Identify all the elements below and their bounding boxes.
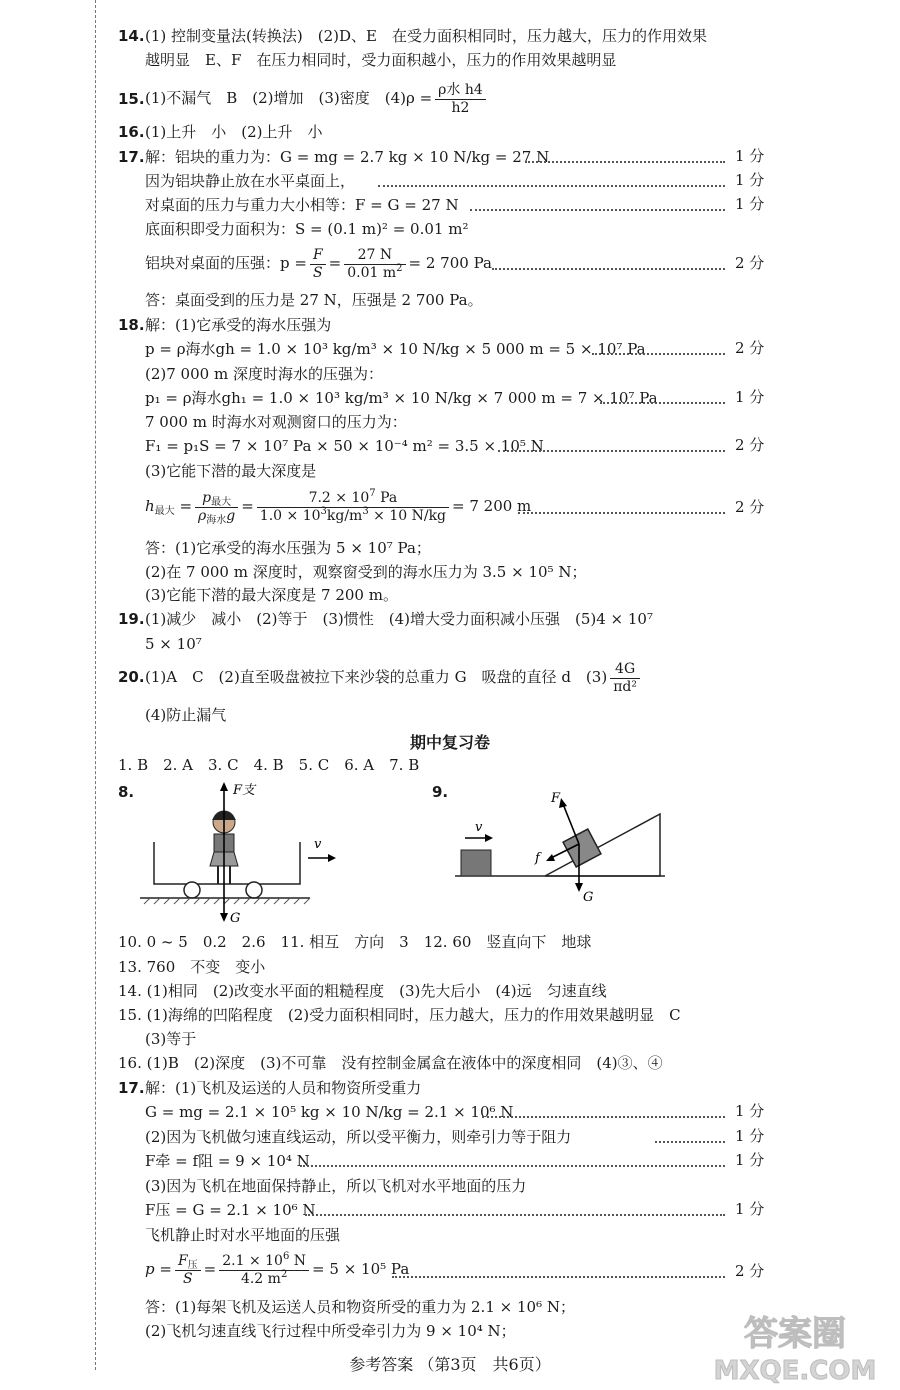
- q18-line8: $h_{最大}$ = $\frac{p_{最大}}{\rho_{海水}g}$ = $\frac{7.2 \times 10^7 Pa}{1.0 \times 10^3kg/m^3 \times 10 N/kg}$ = 7 200 m: [145, 487, 532, 526]
- leader-dots: [470, 209, 725, 211]
- leader-dots: [600, 402, 725, 404]
- m17-line4: F牵 = f阻 = 9 × 10⁴ N: [145, 1152, 310, 1170]
- score: 1 分: [735, 1127, 765, 1145]
- leader-dots: [525, 161, 725, 163]
- score: 1 分: [735, 1102, 765, 1120]
- q18-line7: (3)它能下潜的最大深度是: [145, 462, 317, 480]
- q18-line11: (3)它能下潜的最大深度是 7 200 m。: [145, 586, 398, 604]
- fraction: $\frac{27 N}{0.01 m^2}$: [344, 247, 405, 282]
- q18-line1: 解：(1)它承受的海水压强为: [145, 316, 332, 334]
- q14-line1: (1) 控制变量法(转换法) (2)D、E 在受力面积相同时，压力越大，压力的作用效果: [145, 27, 707, 45]
- leader-dots: [300, 1165, 725, 1167]
- leader-dots: [592, 353, 725, 355]
- leader-dots: [655, 1141, 725, 1143]
- m15-line1: 15. (1)海绵的凹陷程度 (2)受力面积相同时，压力越大，压力的作用效果越明显 C: [118, 1006, 681, 1024]
- score: 2 分: [735, 498, 765, 516]
- q20-numerator: 4G: [610, 661, 640, 679]
- score: 1 分: [735, 1151, 765, 1169]
- fraction: $\frac{7.2 \times 10^7 Pa}{1.0 \times 10^3kg/m^3 \times 10 N/kg}$: [257, 490, 449, 525]
- m15-line2: (3)等于: [145, 1030, 197, 1048]
- score: 1 分: [735, 195, 765, 213]
- score: 1 分: [735, 388, 765, 406]
- score: 2 分: [735, 254, 765, 272]
- m17-line10: (2)飞机匀速直线飞行过程中所受牵引力为 9 × 10⁴ N；: [145, 1322, 516, 1340]
- q18-line4: p₁ = ρ海水gh₁ = 1.0 × 10³ kg/m³ × 10 N/kg × 7 000 m = 7 × 10⁷ Pa: [145, 389, 658, 407]
- q15-denominator: h2: [451, 99, 470, 116]
- m10-line: 10. 0 ~ 5 0.2 2.6 11. 相互 方向 3 12. 60 竖直向下 地球: [118, 933, 592, 951]
- watermark-top: 答案圈: [744, 1314, 846, 1354]
- q20-number: 20.: [118, 668, 145, 686]
- score: 1 分: [735, 147, 765, 165]
- m17-line8-result: = 5 × 10⁵ Pa: [312, 1260, 410, 1278]
- q20-line2: (4)防止漏气: [145, 706, 227, 724]
- leader-dots: [518, 512, 725, 514]
- score: 2 分: [735, 436, 765, 454]
- m13-line: 13. 760 不变 变小: [118, 958, 266, 976]
- midterm-choices: 1. B 2. A 3. C 4. B 5. C 6. A 7. B: [118, 756, 420, 774]
- page-footer: 参考答案 （第3页 共6页）: [349, 1355, 551, 1374]
- q17-line2: 因为铝块静止放在水平桌面上，: [145, 172, 356, 190]
- label-f: f: [535, 851, 540, 866]
- watermark-bottom: MXQE.COM: [713, 1356, 877, 1385]
- m9-number: 9.: [432, 783, 449, 801]
- diagram-9: [455, 786, 675, 906]
- q20-line1: [145, 658, 643, 696]
- q17-number: 17.: [118, 148, 145, 166]
- label-F: F: [551, 791, 561, 806]
- q18-line6: F₁ = p₁S = 7 × 10⁷ Pa × 50 × 10⁻⁴ m² = 3.5 × 10⁵ N: [145, 437, 544, 455]
- q20-fraction: [610, 661, 640, 696]
- q18-line8-result: = 7 200 m: [452, 497, 532, 515]
- m17-line5: (3)因为飞机在地面保持静止，所以飞机对水平地面的压力: [145, 1177, 527, 1195]
- m14-line: 14. (1)相同 (2)改变水平面的粗糙程度 (3)先大后小 (4)远 匀速直线: [118, 982, 607, 1000]
- q15-numerator: ρ水 h4: [435, 82, 486, 100]
- score: 1 分: [735, 1200, 765, 1218]
- q18-number: 18.: [118, 316, 145, 334]
- leader-dots: [305, 1214, 725, 1216]
- q14-number: 14.: [118, 27, 145, 45]
- score: 2 分: [735, 339, 765, 357]
- q17-line6: 答：桌面受到的压力是 27 N，压强是 2 700 Pa。: [145, 291, 483, 309]
- diagram-8: [140, 780, 340, 928]
- fraction: $\frac{F}{S}$: [310, 247, 326, 282]
- label-F: F支: [233, 783, 256, 798]
- leader-dots: [392, 1276, 725, 1278]
- q17-line1: 解：铝块的重力为：G = mg = 2.7 kg × 10 N/kg = 27 N: [145, 148, 550, 166]
- leader-dots: [498, 450, 725, 452]
- q16-answer: (1)上升 小 (2)上升 小: [145, 123, 323, 141]
- fraction: $\frac{F_压}{S}$: [175, 1253, 201, 1288]
- q20-text: (1)A C (2)直至吸盘被拉下来沙袋的总重力 G 吸盘的直径 d (3): [145, 668, 608, 686]
- m17-line8: p = $\frac{F_压}{S}$ = $\frac{2.1 \times 10^6 N}{4.2 m^2}$ = 5 × 10⁵ Pa: [145, 1250, 410, 1287]
- label-v: v: [314, 837, 322, 852]
- fraction: $\frac{2.1 \times 10^6 N}{4.2 m^2}$: [219, 1253, 309, 1288]
- q18-line2: p = ρ海水gh = 1.0 × 10³ kg/m³ × 10 N/kg × 5 000 m = 5 × 10⁷ Pa: [145, 340, 646, 358]
- q18-line10: (2)在 7 000 m 深度时，观察窗受到的海水压力为 3.5 × 10⁵ N；: [145, 563, 587, 581]
- q17-line3: 对桌面的压力与重力大小相等：F = G = 27 N: [145, 196, 459, 214]
- q19-line2: 5 × 10⁷: [145, 635, 202, 653]
- m17-line2: G = mg = 2.1 × 10⁵ kg × 10 N/kg = 2.1 × 10⁶ N: [145, 1103, 514, 1121]
- label-G: G: [583, 890, 594, 905]
- label-G: G: [230, 911, 241, 926]
- leader-dots: [492, 268, 725, 270]
- q17-line5-prefix: 铝块对桌面的压强：p =: [145, 254, 307, 272]
- q18-line3: (2)7 000 m 深度时海水的压强为：: [145, 365, 383, 383]
- score: 2 分: [735, 1262, 765, 1280]
- m8-number: 8.: [118, 783, 135, 801]
- q17-line5-result: = 2 700 Pa: [408, 254, 492, 272]
- section-title: 期中复习卷: [409, 733, 490, 752]
- m17-number: 17.: [118, 1079, 145, 1097]
- q18-line5: 7 000 m 时海水对观测窗口的压力为：: [145, 413, 407, 431]
- m17-line1: 解：(1)飞机及运送的人员和物资所受重力: [145, 1079, 422, 1097]
- q15-text: (1)不漏气 B (2)增加 (3)密度 (4)ρ =: [145, 89, 433, 107]
- m17-line6: F压 = G = 2.1 × 10⁶ N: [145, 1201, 316, 1219]
- fraction: $\frac{p_{最大}}{\rho_{海水}g}$: [195, 490, 238, 525]
- label-v: v: [475, 820, 483, 835]
- m16-line: 16. (1)B (2)深度 (3)不可靠 没有控制金属盒在液体中的深度相同 (4)③、④: [118, 1054, 663, 1072]
- q15-answer: [145, 80, 489, 117]
- q20-denominator: πd²: [613, 678, 637, 695]
- q18-line9: 答：(1)它承受的海水压强为 5 × 10⁷ Pa；: [145, 539, 431, 557]
- q19-number: 19.: [118, 610, 145, 628]
- q17-line4: 底面积即受力面积为：S = (0.1 m)² = 0.01 m²: [145, 220, 469, 238]
- q16-number: 16.: [118, 123, 145, 141]
- binding-line: [95, 0, 96, 1370]
- m17-line7: 飞机静止时对水平地面的压强: [145, 1226, 341, 1244]
- leader-dots: [378, 185, 725, 187]
- leader-dots: [482, 1116, 725, 1118]
- q15-fraction: [435, 82, 486, 117]
- m17-line9: 答：(1)每架飞机及运送人员和物资所受的重力为 2.1 × 10⁶ N；: [145, 1298, 575, 1316]
- q19-line1: (1)减少 减小 (2)等于 (3)惯性 (4)增大受力面积减小压强 (5)4 × 10⁷: [145, 610, 653, 628]
- score: 1 分: [735, 171, 765, 189]
- q17-line5: 铝块对桌面的压强：p = $\frac{F}{S}$ = $\frac{27 N}{0.01 m^2}$ = 2 700 Pa: [145, 246, 492, 281]
- q14-line2: 越明显 E、F 在压力相同时，受力面积越小，压力的作用效果越明显: [145, 51, 617, 69]
- m17-line3: (2)因为飞机做匀速直线运动，所以受平衡力，则牵引力等于阻力: [145, 1128, 572, 1146]
- q15-number: 15.: [118, 90, 145, 108]
